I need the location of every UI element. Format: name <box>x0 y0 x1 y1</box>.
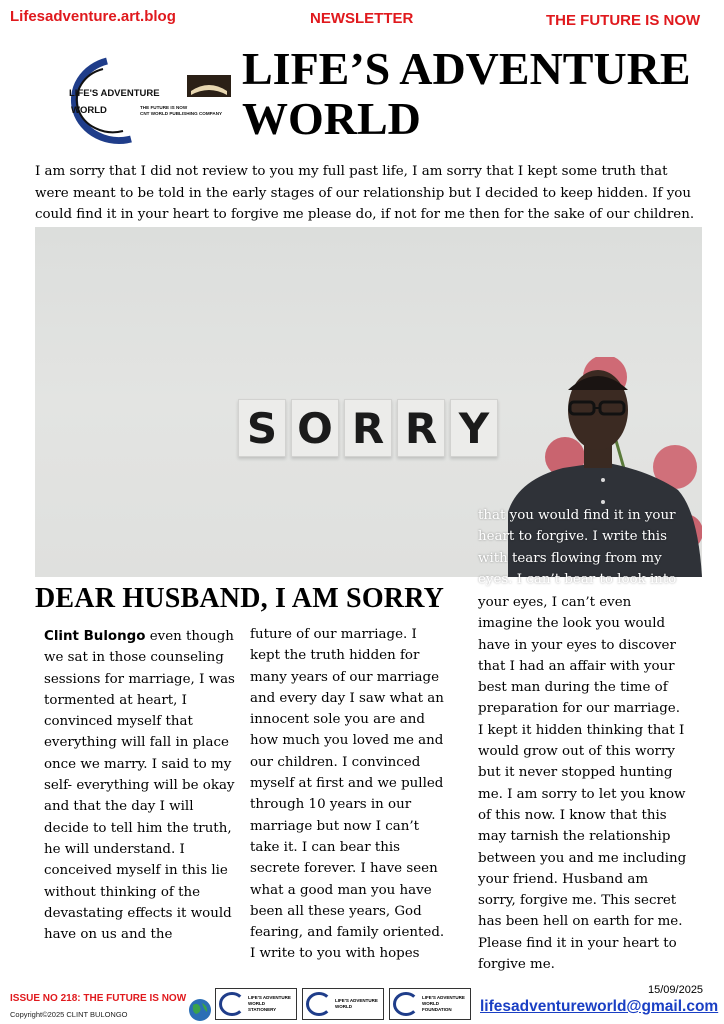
sorry-tiles <box>238 399 498 457</box>
article-column-3: your eyes, I can’t even imagine the look you would have in your eyes to discover that I had an affair with your best man during the time of preparation for our marriage. I kept it hidden thinking that I would grow out of this worry but it never stopped hunting me. I am sorry to let you know of this now. I know that this may tarnish the relationship between you and me including your friend. Husband am sorry, forgive me. This secret has been hell on earth for me. Please find it in your heart to forgive me. <box>478 595 687 973</box>
column-1-text: even though we sat in those counseling sessions for marriage, I was tormented at heart, I convinced myself that everything will fall in place once we marry. I said to my self- everything will be okay and that the day I will decide to tell him the truth, he will understand. I conceived myself in this lie without thinking of the devastating effects it would have on us and the <box>44 629 235 943</box>
contact-email[interactable]: lifesadventureworld@gmail.com <box>480 998 719 1015</box>
copyright: Copyright©2025 CLINT BULONGO <box>10 1010 128 1019</box>
masthead-line2: WORLD <box>242 93 421 144</box>
article-column-1 <box>44 626 236 945</box>
logo-sub-line2: CNT WORLD PUBLISHING COMPANY <box>140 110 223 116</box>
badge-line2: FOUNDATION <box>422 1007 452 1012</box>
logo-name-line2: WORLD <box>71 105 107 116</box>
letter-tile: R <box>397 399 445 457</box>
site-url[interactable]: Lifesadventure.art.blog <box>10 8 176 25</box>
badge-line1: LIFE'S ADVENTURE WORLD <box>248 995 291 1006</box>
issue-date: 15/09/2025 <box>648 984 704 996</box>
article-column-2: future of our marriage. I kept the truth hidden for many years of our marriage and every day I saw what an innocent sole you are and how much you loved me and our children. I convinced myself at first and we pulled through 10 years in our marriage but now I can’t take it. I can bear this secrete forever. I have seen what a good man you have been all these years, God fearing, and family oriented. I write to you with hopes <box>250 627 445 962</box>
article-headline: DEAR HUSBAND, I AM SORRY <box>35 583 445 614</box>
badge-logo-icon <box>393 992 419 1016</box>
masthead-title <box>242 44 691 144</box>
publisher-logo <box>45 55 235 145</box>
globe-icon <box>188 998 212 1022</box>
logo-name-line1: LIFE'S ADVENTURE <box>69 88 160 99</box>
letter-tile: S <box>238 399 286 457</box>
badge-logo-icon <box>306 992 332 1016</box>
masthead-line1: LIFE’S ADVENTURE <box>242 43 691 94</box>
badge-line2: STATIONERY <box>248 1007 277 1012</box>
foundation-badge[interactable] <box>389 988 471 1020</box>
stationery-badge[interactable] <box>215 988 297 1020</box>
world-badge[interactable] <box>302 988 384 1020</box>
letter-tile: O <box>291 399 339 457</box>
author-name: Clint Bulongo <box>44 629 146 644</box>
section-label: NEWSLETTER <box>310 10 414 27</box>
intro-paragraph: I am sorry that I did not review to you my full past life, I am sorry that I kept some truth that were meant to be told in the early stages of our relationship but I decided to keep hidden. If you could find it in your heart to forgive me please do, if not for me then for the sake of our children. <box>35 164 695 222</box>
logo-sub-line1: THE FUTURE IS NOW <box>140 105 188 110</box>
column-3-overlay-text: that you would find it in your heart to forgive. I write this with tears flowing from my eyes. I can’t bear to look into <box>478 508 677 587</box>
letter-tile: R <box>344 399 392 457</box>
badge-line2: WORLD <box>335 1004 352 1009</box>
letter-tile: Y <box>450 399 498 457</box>
issue-number: ISSUE NO 218: THE FUTURE IS NOW <box>10 993 187 1004</box>
badge-logo-icon <box>219 992 245 1016</box>
badge-line1: LIFE'S ADVENTURE WORLD <box>422 995 465 1006</box>
header-tagline: THE FUTURE IS NOW <box>546 12 701 29</box>
badge-line1: LIFE'S ADVENTURE <box>335 998 378 1003</box>
